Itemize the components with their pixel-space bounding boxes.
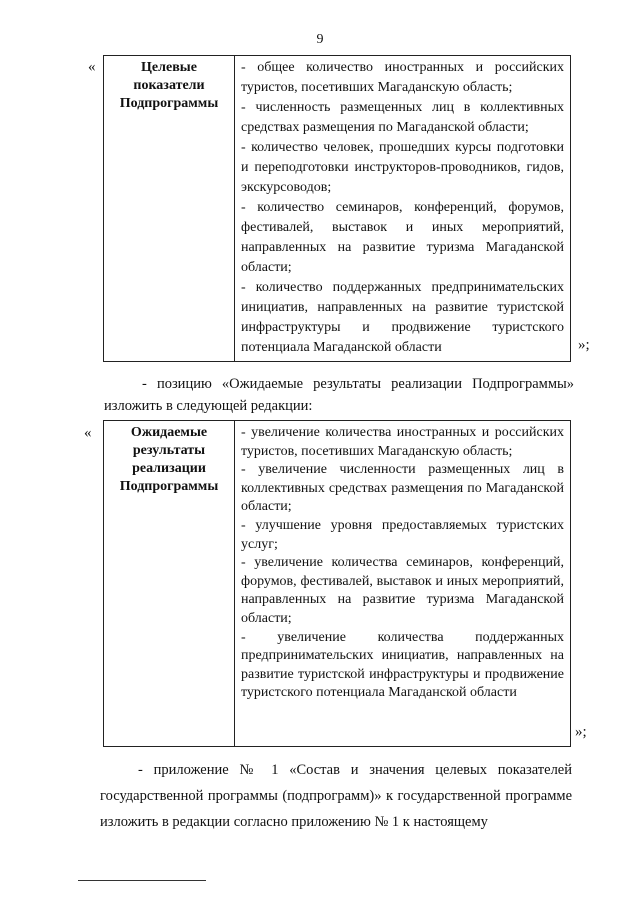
indicator-item: - количество человек, прошедших курсы подготовки и переподготовки инструкторов-проводников, гидов, экскурсоводов;: [241, 140, 564, 195]
result-item: - увеличение численности размещенных лиц в коллективных средствах размещения по Магаданской области;: [241, 462, 564, 515]
expected-results-table: [103, 420, 571, 747]
indicator-item: - общее количество иностранных и российских туристов, посетивших Магаданскую область;: [241, 60, 564, 95]
result-item: - увеличение количества поддержанных предпринимательских инициатив, направленных на развитие туристской инфраструктуры и продвижение туристского потенциала Магаданской области: [241, 629, 564, 701]
result-item: - увеличение количества иностранных и российских туристов, посетивших Магаданскую область;: [241, 425, 564, 459]
close-quote-2: »;: [575, 724, 587, 740]
target-indicators-content: [235, 56, 571, 362]
close-quote-1: »;: [578, 337, 590, 353]
indicator-item: - количество семинаров, конференций, форумов, фестивалей, выставок и иных мероприятий, направленных на развитие туризма Магаданской области;: [241, 200, 564, 275]
open-quote-2: «: [84, 425, 92, 441]
paragraph-expected-results: - позицию «Ожидаемые результаты реализации Подпрограммы» изложить в следующей редакции:: [104, 376, 574, 414]
indicator-item: - количество поддержанных предпринимательских инициатив, направленных на развитие туристской инфраструктуры и продвижение туристского потенциала Магаданской области: [241, 280, 564, 355]
target-indicators-label: Целевые показатели Подпрограммы: [104, 56, 235, 362]
paragraph-appendix: - приложение № 1 «Состав и значения целевых показателей государственной программы (подпрограмм)» к государственной программе изложить в редакции согласно приложению № 1 к настоящему: [100, 762, 572, 830]
result-item: - увеличение количества семинаров, конференций, форумов, фестивалей, выставок и иных мероприятий, направленных на развитие туризма Магаданской области;: [241, 555, 564, 626]
expected-results-content: [235, 421, 571, 747]
expected-results-label: Ожидаемые результаты реализации Подпрограммы: [104, 421, 235, 747]
result-item: - улучшение уровня предоставляемых туристских услуг;: [241, 517, 564, 552]
page-number: 9: [316, 32, 324, 47]
open-quote-1: «: [88, 59, 96, 75]
target-indicators-table: [103, 55, 571, 362]
indicator-item: - численность размещенных лиц в коллективных средствах размещения по Магаданской области;: [241, 100, 564, 135]
footnote-divider: [78, 880, 206, 881]
